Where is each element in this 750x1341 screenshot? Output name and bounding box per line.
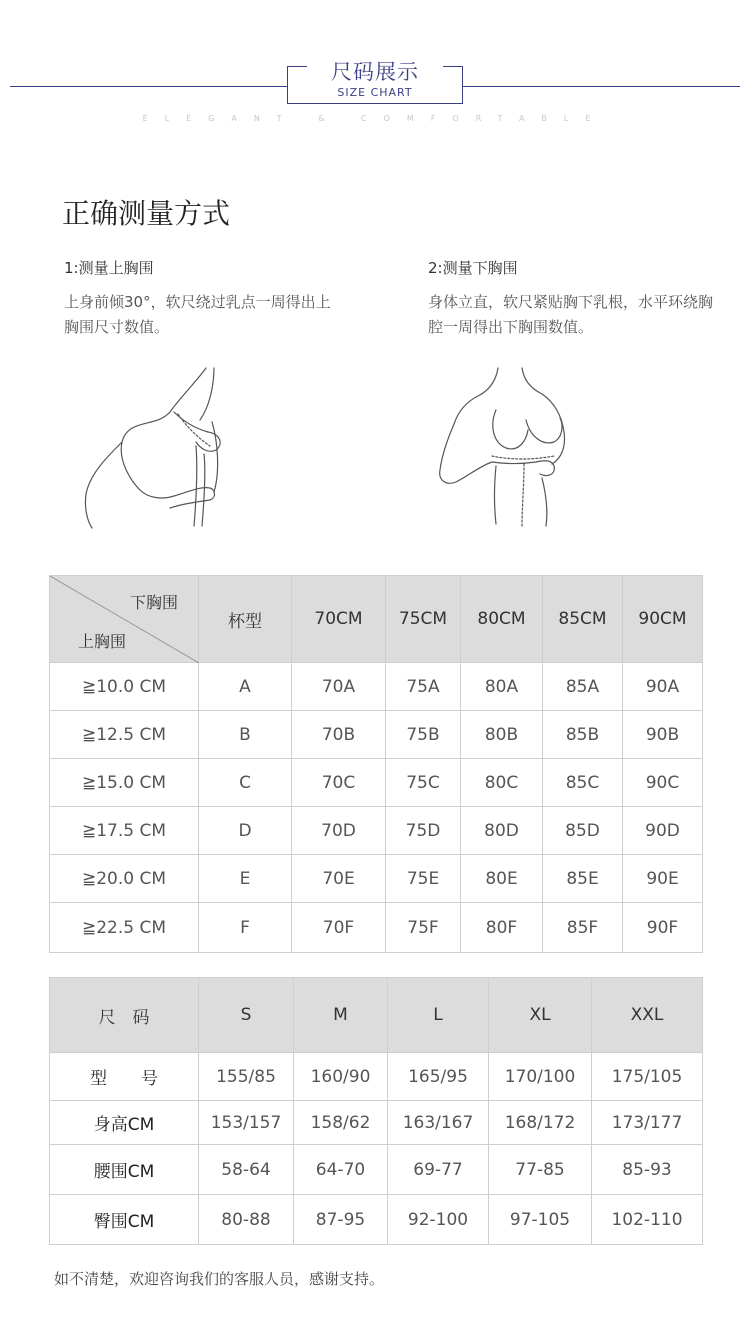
page-subtitle: SIZE CHART (337, 86, 413, 99)
step-2-title: 2:测量下胸围 (428, 259, 518, 277)
table-cell: ≧10.0 CM (50, 663, 199, 711)
col-header: XL (489, 978, 592, 1053)
table-cell: 102-110 (592, 1195, 703, 1245)
table-cell: ≧22.5 CM (50, 903, 199, 953)
table-cell: 92-100 (388, 1195, 489, 1245)
table-cell: 90F (623, 903, 703, 953)
col-header: 杯型 (199, 576, 292, 663)
table-cell: 90E (623, 855, 703, 903)
table-cell: A (199, 663, 292, 711)
step-2-description: 身体立直，软尺紧贴胸下乳根，水平环绕胸腔一周得出下胸围数值。 (428, 293, 714, 336)
under-bust-illustration (430, 362, 590, 530)
table-row (50, 807, 703, 855)
col-header: 85CM (543, 576, 623, 663)
col-header: 80CM (461, 576, 543, 663)
table-cell: 80F (461, 903, 543, 953)
table-cell: 158/62 (294, 1101, 388, 1145)
table-cell: ≧17.5 CM (50, 807, 199, 855)
table-cell: 70A (292, 663, 386, 711)
table-cell: 80D (461, 807, 543, 855)
row-label: 臀围CM (50, 1195, 199, 1245)
table-row (50, 759, 703, 807)
upper-bust-illustration (78, 362, 238, 530)
table-row (50, 1053, 703, 1101)
table-cell: 75B (386, 711, 461, 759)
table-cell: 75E (386, 855, 461, 903)
table-cell: 163/167 (388, 1101, 489, 1145)
col-header: XXL (592, 978, 703, 1053)
table-row (50, 1145, 703, 1195)
table-cell: 90D (623, 807, 703, 855)
table-row (50, 903, 703, 953)
table-cell: 80C (461, 759, 543, 807)
table-cell: 165/95 (388, 1053, 489, 1101)
table-cell: 85A (543, 663, 623, 711)
table-cell: C (199, 759, 292, 807)
tagline: ELEGANT & COMFORTABLE (142, 114, 608, 123)
col-header: L (388, 978, 489, 1053)
table-cell: 75D (386, 807, 461, 855)
table-cell: 85-93 (592, 1145, 703, 1195)
table-cell: 168/172 (489, 1101, 592, 1145)
table-cell: 97-105 (489, 1195, 592, 1245)
table-cell: 64-70 (294, 1145, 388, 1195)
header-line-left (10, 86, 288, 87)
col-header: 90CM (623, 576, 703, 663)
table-cell: 80B (461, 711, 543, 759)
table-cell: 87-95 (294, 1195, 388, 1245)
table-row (50, 1195, 703, 1245)
table-cell: 69-77 (388, 1145, 489, 1195)
page-title: 尺码展示 (331, 60, 419, 84)
table-cell: 70C (292, 759, 386, 807)
table-cell: ≧20.0 CM (50, 855, 199, 903)
table-cell: 75A (386, 663, 461, 711)
table-cell: 173/177 (592, 1101, 703, 1145)
table-cell: 175/105 (592, 1053, 703, 1101)
table-row (50, 711, 703, 759)
diagonal-header-cell (50, 576, 199, 663)
table-row (50, 663, 703, 711)
table-cell: 85E (543, 855, 623, 903)
col-header: 尺 码 (50, 978, 199, 1053)
table-cell: 70F (292, 903, 386, 953)
table-cell: 85C (543, 759, 623, 807)
header-line-right (462, 86, 740, 87)
col-header: M (294, 978, 388, 1053)
table-cell: 90A (623, 663, 703, 711)
step-1-description: 上身前倾30°，软尺绕过乳点一周得出上胸围尺寸数值。 (64, 293, 331, 336)
section-title: 正确测量方式 (62, 197, 231, 230)
col-header: 75CM (386, 576, 461, 663)
step-1-title: 1:测量上胸围 (64, 259, 154, 277)
cup-table-header-row (50, 576, 703, 663)
table-cell: 70E (292, 855, 386, 903)
table-cell: 85D (543, 807, 623, 855)
table-cell: 80-88 (199, 1195, 294, 1245)
table-cell: F (199, 903, 292, 953)
table-cell: ≧12.5 CM (50, 711, 199, 759)
table-cell: D (199, 807, 292, 855)
table-cell: 90B (623, 711, 703, 759)
overbust-label: 上胸围 (78, 632, 127, 651)
table-cell: 75F (386, 903, 461, 953)
row-label: 型 号 (50, 1053, 199, 1101)
table-cell: 58-64 (199, 1145, 294, 1195)
table-cell: 80E (461, 855, 543, 903)
col-header: 70CM (292, 576, 386, 663)
table-cell: 85B (543, 711, 623, 759)
size-table-header-row (50, 978, 703, 1053)
table-cell: 160/90 (294, 1053, 388, 1101)
table-cell: 85F (543, 903, 623, 953)
table-cell: 155/85 (199, 1053, 294, 1101)
footnote: 如不清楚，欢迎咨询我们的客服人员，感谢支持。 (54, 1270, 385, 1288)
table-cell: 170/100 (489, 1053, 592, 1101)
table-cell: 75C (386, 759, 461, 807)
row-label: 身高CM (50, 1101, 199, 1145)
table-row (50, 1101, 703, 1145)
clothing-size-table (49, 977, 703, 1245)
table-cell: ≧15.0 CM (50, 759, 199, 807)
underbust-label: 下胸围 (129, 593, 178, 612)
table-cell: E (199, 855, 292, 903)
table-cell: 70D (292, 807, 386, 855)
col-header: S (199, 978, 294, 1053)
row-label: 腰围CM (50, 1145, 199, 1195)
table-row (50, 855, 703, 903)
cup-size-table (49, 575, 703, 953)
table-cell: 77-85 (489, 1145, 592, 1195)
table-cell: 153/157 (199, 1101, 294, 1145)
table-cell: 70B (292, 711, 386, 759)
table-cell: 80A (461, 663, 543, 711)
table-cell: 90C (623, 759, 703, 807)
table-cell: B (199, 711, 292, 759)
